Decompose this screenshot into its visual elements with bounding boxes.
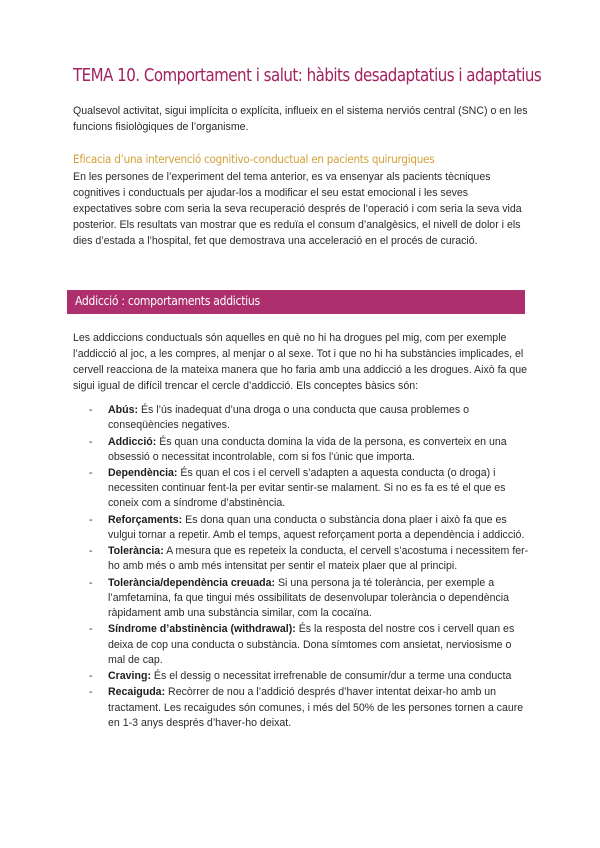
concept-definition: Recòrrer de nou a l’addició després d’haver intentat deixar-ho amb un tractament. Les recaigudes són comunes, i més del 50% de les persones tornen a caure en 1-3 anys després d’haver-ho deixat.: [108, 686, 524, 729]
concept-definition: Es dona quan una conducta o substància dona plaer i això fa que es vulgui tornar a repetir. Amb el temps, aquest reforçament porta a dependència i addicció.: [108, 513, 525, 541]
list-item: [73, 622, 529, 668]
list-bullet: -: [89, 670, 93, 683]
list-bullet: -: [89, 404, 93, 416]
list-item: [73, 513, 529, 543]
section-banner-addiction: [67, 290, 525, 314]
list-bullet: -: [89, 545, 93, 558]
concept-term: Síndrome d’abstinència (withdrawal):: [108, 623, 296, 636]
list-item: [73, 576, 529, 622]
list-item: [73, 685, 529, 731]
concept-definition: És la resposta del nostre cos i cervell quan es deixa de cop una conducta o substància. Dona símtomes com ansietat, nerviosisme o mal de cap.: [108, 623, 515, 666]
concept-term: Craving:: [108, 670, 151, 683]
concept-definition: És quan una conducta domina la vida de la persona, es converteix en una obsessió o necessitat incontrolable, com si fos l’únic que importa.: [108, 435, 507, 463]
section-heading-efficacy: Eficacia d’una intervenció cognitivo-conductual en pacients quirurgiques: [73, 152, 435, 166]
list-bullet: -: [89, 686, 93, 699]
section-banner-label: Addicció : comportaments addictius: [75, 294, 260, 308]
concept-definition: Si una persona ja té tolerància, per exemple a l’amfetamina, fa que tingui més ossibilitats de desenvolupar tolerància o dependència ràpidament amb una substància similar, com la cocaïna.: [108, 576, 510, 620]
concept-definition: És quan el cos i el cervell s’adapten a aquesta conducta (o droga) i necessiten continuar fent-la per evitar sentir-se malament. Si no es fa es té el que es coneix com a síndrome d’abstinència.: [108, 467, 506, 510]
addiction-intro-paragraph: Les addiccions conductuals són aquelles en què no hi ha drogues pel mig, com per exemple l’addicció al joc, a les compres, al menjar o al sexe. Tot i que no hi ha substàncies implicades, el cervell reacciona de la mateixa manera que ho faria amb una addicció a les drogues. Això fa que sigui igual de difícil trencar el cercle d’addicció. Els conceptes bàsics són:: [73, 332, 528, 392]
intro-paragraph: Qualsevol activitat, sigui implícita o explícita, influeix en el sistema nerviós central (SNC) o en les funcions fisiològiques de l’organisme.: [73, 105, 528, 133]
list-item: [73, 544, 529, 574]
concept-term: Abús:: [108, 404, 139, 416]
concept-term: Recaiguda:: [108, 686, 166, 699]
concept-term: Tolerància/dependència creuada:: [108, 576, 276, 589]
list-item: [73, 466, 529, 512]
concept-term: Reforçaments:: [108, 513, 183, 526]
concept-list: [73, 403, 529, 732]
page-title: TEMA 10. Comportament i salut: hàbits desadaptatius i adaptatius: [73, 66, 542, 86]
list-bullet: -: [89, 513, 93, 526]
concept-term: Dependència:: [108, 467, 178, 479]
list-item: [73, 403, 529, 433]
list-bullet: -: [89, 435, 93, 448]
concept-definition: A mesura que es repeteix la conducta, el cervell s’acostuma i necessitem fer-ho amb més o amb més intensitat per sentir el mateix plaer que al principi.: [108, 545, 529, 573]
list-bullet: -: [89, 576, 93, 589]
efficacy-paragraph: En les persones de l’experiment del tema anterior, es va ensenyar als pacients tècniques cognitives i conductuals per ajudar-los a modificar el seu estat emocional i les seves expectatives sobre com seria la seva recuperació després de l’operació i com seria la seva vida posterior. Els resultats van mostrar que es reduïa el consum d’analgèsics, el nivell de dolor i els dies d’estada a l’hospital, fet que demostrava una acceleració en el procés de curació.: [73, 171, 522, 247]
list-item: [73, 669, 529, 684]
concept-definition: És l’ús inadequat d’una droga o una conducta que causa problemes o conseqüències negatives.: [108, 404, 470, 432]
list-item: [73, 435, 529, 465]
concept-term: Addicció:: [108, 435, 157, 448]
list-bullet: -: [89, 467, 93, 479]
concept-definition: És el dessig o necessitat irrefrenable de consumir/dur a terme una conducta: [150, 670, 512, 683]
concept-term: Tolerància:: [108, 545, 164, 558]
list-bullet: -: [89, 623, 93, 636]
